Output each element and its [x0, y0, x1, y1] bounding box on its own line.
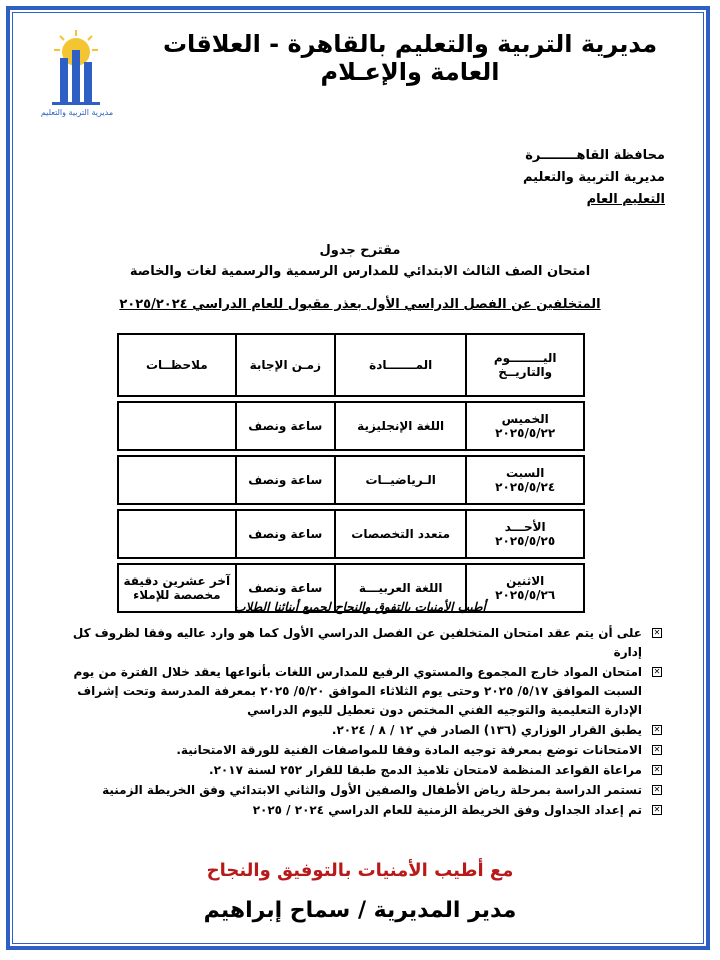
list-item-text: مراعاة القواعد المنظمة لامتحان تلاميذ الدمج طبقا للقرار ٢٥٢ لسنة ٢٠١٧.: [209, 763, 642, 777]
day-name: الخميس: [501, 412, 549, 426]
title-line2: امتحان الصف الثالث الابتدائي للمدارس الرسمية والرسمية لغات والخاصة: [129, 264, 591, 279]
checkbox-x-icon: ✕: [653, 667, 661, 676]
checkbox-x-icon: ✕: [653, 628, 661, 637]
table-row: [118, 510, 584, 558]
list-item-text: تستمر الدراسة بمرحلة رياض الأطفال والصفين الأول والثاني الابتدائي وفق الخريطة الزمنية: [102, 783, 642, 797]
cell-note: [118, 456, 236, 504]
day-date: ٢٠٢٥/٥/٢٤: [495, 480, 556, 494]
table-row: [118, 456, 584, 504]
table-row: [118, 402, 584, 450]
header-governorate: محافظة القاهــــــــرة: [525, 148, 665, 163]
day-date: ٢٠٢٥/٥/٢٦: [495, 588, 556, 602]
list-item-text: تم إعداد الجداول وفق الخريطة الزمنية للعام الدراسي ٢٠٢٤ / ٢٠٢٥: [252, 803, 642, 817]
list-item-text: الامتحانات توضع بمعرفة توجيه المادة وفقا للمواصفات الفنية للورقة الامتحانية.: [176, 743, 642, 757]
note-line2: مخصصة للإملاء: [133, 588, 221, 602]
note-line1: آخر عشرين دقيقة: [123, 574, 231, 588]
closing-line: مع أطيب الأمنيات بالتوفيق والنجاح: [206, 860, 514, 881]
list-item: [62, 624, 662, 662]
cell-time: ساعة ونصف: [236, 402, 335, 450]
signature: مدير المديرية / سماح إبراهيم: [203, 898, 517, 923]
cell-day: [466, 402, 584, 450]
page-banner: مديرية التربية والتعليم بالقاهرة - العلاقات العامة والإعـلام: [162, 30, 658, 86]
cell-day: [466, 456, 584, 504]
list-item: [62, 741, 662, 760]
cell-subject: اللغة الإنجليزية: [335, 402, 466, 450]
cell-subject: متعدد التخصصات: [335, 510, 466, 558]
header-day: اليــــــــوم والتاريــخ: [466, 334, 584, 396]
day-name: السبت: [505, 466, 545, 480]
title-line3-text: المتخلفين عن الفصل الدراسي الأول بعذر مقبول للعام الدراسي ٢٠٢٥/٢٠٢٤: [119, 297, 601, 312]
wish-line: أطيب الأمنيات بالتفوق والنجاح لجميع أبنائنا الطلاب: [234, 600, 486, 614]
cell-note: [118, 510, 236, 558]
table-header-row: [118, 334, 584, 396]
checkbox-x-icon: ✕: [653, 785, 661, 794]
list-item: [62, 801, 662, 820]
cell-subject: الـرياضيــات: [335, 456, 466, 504]
instructions-list: [62, 624, 662, 821]
list-item-text: امتحان المواد خارج المجموع والمستوي الرفيع للمدارس اللغات بأنواعها يعقد خلال الفترة من يوم السبت الموافق ٥/١٧/ ٢٠٢٥ وحتى يوم الثلاثاء الموافق ٥/٢٠/ ٢٠٢٥ بمعرفة المدرسة وتحت إشراف الإدارة التعليمية والتوجيه الفني المختص دون تعطيل لليوم الدراسي: [73, 665, 642, 717]
cell-time: ساعة ونصف: [236, 510, 335, 558]
list-item: [62, 663, 662, 720]
checkbox-x-icon: ✕: [653, 745, 661, 754]
day-name: الأحـــد: [504, 520, 546, 534]
cell-subject: اللغة العربيـــة: [335, 564, 466, 612]
header-subject: المـــــــادة: [335, 334, 466, 396]
title-line3: [0, 297, 720, 312]
header-directorate: مديرية التربية والتعليم: [522, 170, 665, 185]
header-notes: ملاحظــات: [118, 334, 236, 396]
checkbox-x-icon: ✕: [653, 765, 661, 774]
cell-time: ساعة ونصف: [236, 564, 335, 612]
checkbox-x-icon: ✕: [653, 725, 661, 734]
logo-caption: مديرية التربية والتعليم: [40, 108, 114, 117]
day-name: الاثنين: [506, 574, 545, 588]
list-item: [62, 781, 662, 800]
cell-day: [466, 510, 584, 558]
header-department: التعليم العام: [586, 192, 665, 207]
schedule-table: [117, 333, 585, 613]
list-item: [62, 721, 662, 740]
list-item: [62, 761, 662, 780]
title-line1: مقترح جدول: [319, 243, 401, 258]
cell-time: ساعة ونصف: [236, 456, 335, 504]
day-date: ٢٠٢٥/٥/٢٢: [495, 426, 556, 440]
header-time: زمـن الإجابة: [236, 334, 335, 396]
cell-note: [118, 402, 236, 450]
list-item-text: يطبق القرار الوزاري (١٣٦) الصادر في ١٢ / ٨ / ٢٠٢٤.: [331, 723, 642, 737]
list-item-text: على أن يتم عقد امتحان المتخلفين عن الفصل الدراسي الأول كما هو وارد عاليه وفقا لظروف كل إدارة: [72, 626, 642, 659]
checkbox-x-icon: ✕: [653, 805, 661, 814]
day-date: ٢٠٢٥/٥/٢٥: [495, 534, 556, 548]
